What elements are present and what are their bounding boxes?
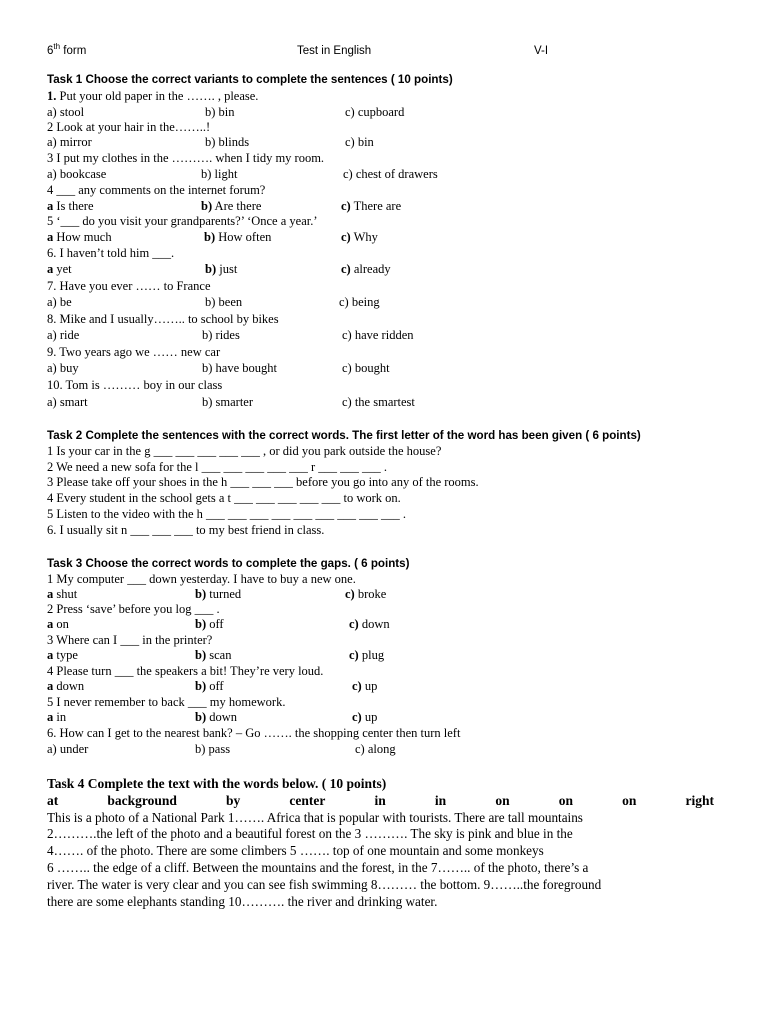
word-bank-item: background (107, 793, 177, 808)
option-text: Why (350, 230, 378, 244)
option-text: c) along (355, 742, 396, 756)
task3-options (47, 742, 647, 757)
task1-options (47, 395, 647, 410)
task1-options (47, 230, 647, 245)
option-text: a) buy (47, 361, 79, 375)
option-text: a) stool (47, 105, 85, 119)
question-text: 10. Tom is ……… boy in our class (47, 378, 223, 392)
option-letter: a (47, 679, 54, 693)
option-letter: c) (341, 230, 351, 244)
option-letter: b) (205, 262, 217, 276)
option-letter: b) (204, 230, 216, 244)
option-a (47, 295, 72, 310)
option-b (205, 262, 237, 277)
option-c (345, 135, 374, 150)
task3-question: 3 Where can I ___ in the printer? (47, 633, 213, 647)
option-c (345, 105, 404, 120)
option-letter: c) (352, 679, 362, 693)
option-text: shut (53, 587, 78, 601)
task4-text-line: This is a photo of a National Park 1……. Africa that is popular with tourists. There are tall mountains (47, 810, 583, 825)
option-a (47, 617, 69, 632)
option-letter: a (47, 648, 54, 662)
option-text: b) been (205, 295, 243, 309)
task4-text-line: there are some elephants standing 10………. the river and drinking water. (47, 894, 438, 909)
option-c (345, 587, 386, 602)
option-c (341, 199, 401, 214)
question-text: Put your old paper in the ……. , please. (56, 89, 259, 103)
task1-options (47, 135, 647, 150)
task3-options (47, 617, 647, 632)
task3-options (47, 648, 647, 663)
option-text: c) cupboard (345, 105, 405, 119)
option-letter: a (47, 710, 54, 724)
option-text: a) ride (47, 328, 80, 342)
word-bank-item: right (685, 793, 714, 808)
task1-question (47, 345, 220, 360)
task2-sentence: 5 Listen to the video with the h ___ ___ ___ ___ ___ ___ ___ ___ ___ . (47, 507, 407, 521)
option-b (195, 710, 237, 725)
task3-question: 1 My computer ___ down yesterday. I have to buy a new one. (47, 572, 356, 586)
word-bank-item: on (622, 793, 637, 808)
option-letter: b) (195, 587, 207, 601)
option-text: off (206, 617, 224, 631)
option-letter: b) (195, 648, 207, 662)
option-text: a) under (47, 742, 89, 756)
option-text: Is there (53, 199, 94, 213)
question-text: 7. Have you ever …… to France (47, 279, 211, 293)
option-a (47, 648, 78, 663)
option-text: There are (350, 199, 402, 213)
option-a (47, 710, 66, 725)
question-text: 8. Mike and I usually…….. to school by bikes (47, 312, 279, 326)
option-a (47, 679, 84, 694)
option-c (342, 395, 415, 410)
option-b (202, 328, 240, 343)
option-c (352, 679, 377, 694)
option-text: plug (358, 648, 385, 662)
question-text: 3 I put my clothes in the ………. when I tidy my room. (47, 151, 325, 165)
option-a (47, 262, 72, 277)
task1-question (47, 183, 265, 198)
option-text: How much (53, 230, 112, 244)
task4-text-line: 2……….the left of the photo and a beautiful forest on the 3 ………. The sky is pink and blue in the (47, 826, 573, 841)
task3-question: 2 Press ‘save’ before you log ___ . (47, 602, 220, 616)
task1-question (47, 214, 318, 229)
option-a (47, 167, 106, 182)
option-letter: a (47, 230, 54, 244)
question-text: 5 ‘___ do you visit your grandparents?’ ‘Once a year.’ (47, 214, 318, 228)
task1-options (47, 328, 647, 343)
option-letter: a (47, 587, 54, 601)
task2-sentence: 3 Please take off your shoes in the h ___ ___ ___ before you go into any of the rooms. (47, 475, 479, 489)
option-text: a) smart (47, 395, 88, 409)
option-text: type (53, 648, 78, 662)
option-letter: c) (341, 199, 351, 213)
option-text: c) have ridden (342, 328, 414, 342)
question-text: 9. Two years ago we …… new car (47, 345, 221, 359)
task1-question (47, 312, 279, 327)
option-text: b) pass (195, 742, 231, 756)
task1-question (47, 120, 210, 135)
option-text: b) rides (202, 328, 240, 342)
option-text: turned (206, 587, 242, 601)
task3-options (47, 587, 647, 602)
option-text: in (53, 710, 67, 724)
option-a (47, 230, 112, 245)
option-c (349, 617, 390, 632)
option-b (205, 105, 235, 120)
task3-question: 4 Please turn ___ the speakers a bit! They’re very loud. (47, 664, 324, 678)
option-b (205, 135, 249, 150)
task4-text-line: 4……. of the photo. There are some climbers 5 ……. top of one mountain and some monkeys (47, 843, 544, 858)
option-text: up (361, 679, 378, 693)
task4-text-line: 6 …….. the edge of a cliff. Between the mountains and the forest, in the 7…….. of the photo, there’s a (47, 860, 589, 875)
option-b (201, 199, 261, 214)
task1-options (47, 167, 647, 182)
option-text: How often (215, 230, 272, 244)
option-text: b) light (201, 167, 238, 181)
option-a (47, 328, 79, 343)
option-text: up (361, 710, 378, 724)
option-b (195, 617, 224, 632)
word-bank-item: in (374, 793, 386, 808)
option-text: c) chest of drawers (343, 167, 438, 181)
word-bank-item: on (558, 793, 573, 808)
option-text: just (216, 262, 238, 276)
option-c (341, 262, 391, 277)
option-letter: c) (349, 617, 359, 631)
task3-question: 5 I never remember to back ___ my homework. (47, 695, 286, 709)
option-letter: c) (349, 648, 359, 662)
option-text: c) bought (342, 361, 390, 375)
task1-question (47, 279, 211, 294)
task1-title: Task 1 Choose the correct variants to complete the sentences ( 10 points) (47, 73, 453, 86)
question-number: 1. (47, 89, 57, 103)
question-text: 4 ___ any comments on the internet forum? (47, 183, 266, 197)
option-text: c) being (339, 295, 380, 309)
word-bank-item: at (47, 793, 59, 808)
option-c (342, 328, 414, 343)
variant-label: V-I (534, 45, 549, 57)
word-bank-item: center (289, 793, 326, 808)
option-a (47, 135, 92, 150)
option-letter: b) (195, 617, 207, 631)
task1-options (47, 199, 647, 214)
task2-sentence: 1 Is your car in the g ___ ___ ___ ___ ___ , or did you park outside the house? (47, 444, 442, 458)
question-text: 2 Look at your hair in the……..! (47, 120, 211, 134)
task3-options (47, 710, 647, 725)
option-b (195, 587, 241, 602)
form-label: 6th form (47, 42, 87, 57)
task2-title: Task 2 Complete the sentences with the correct words. The first letter of the word has been given ( 6 points) (47, 429, 641, 442)
option-a (47, 742, 88, 757)
option-text: b) smarter (202, 395, 254, 409)
option-b (195, 648, 231, 663)
option-text: down (206, 710, 238, 724)
task3-question: 6. How can I get to the nearest bank? – Go ……. the shopping center then turn left (47, 726, 461, 740)
option-a (47, 587, 77, 602)
option-text: b) have bought (202, 361, 277, 375)
page-title: Test in English (297, 45, 372, 57)
option-text: a) bookcase (47, 167, 107, 181)
word-bank (47, 793, 714, 809)
option-b (202, 361, 277, 376)
option-letter: b) (195, 710, 207, 724)
option-letter: c) (352, 710, 362, 724)
option-letter: a (47, 199, 54, 213)
option-text: b) bin (205, 105, 235, 119)
option-text: scan (206, 648, 232, 662)
option-text: a) mirror (47, 135, 92, 149)
option-text: broke (354, 587, 387, 601)
task3-options (47, 679, 647, 694)
option-c (355, 742, 396, 757)
task4-text-line: river. The water is very clear and you can see fish swimming 8……… the bottom. 9……..the foreground (47, 877, 602, 892)
task2-sentence: 2 We need a new sofa for the l ___ ___ ___ ___ ___ r ___ ___ ___ . (47, 460, 388, 474)
task1-question (47, 378, 222, 393)
option-text: off (206, 679, 224, 693)
option-c (343, 167, 438, 182)
task4-title: Task 4 Complete the text with the words below. ( 10 points) (47, 776, 387, 791)
question-text: 6. I haven’t told him ___. (47, 246, 175, 260)
option-text: b) blinds (205, 135, 250, 149)
option-letter: a (47, 262, 54, 276)
option-c (341, 230, 378, 245)
option-letter: c) (345, 587, 355, 601)
option-b (202, 395, 253, 410)
option-a (47, 395, 88, 410)
option-text: c) bin (345, 135, 374, 149)
option-a (47, 105, 84, 120)
option-text: already (350, 262, 391, 276)
option-letter: b) (201, 199, 213, 213)
option-text: yet (53, 262, 72, 276)
task1-options (47, 361, 647, 376)
option-b (204, 230, 271, 245)
option-c (342, 361, 390, 376)
option-c (349, 648, 384, 663)
option-text: c) the smartest (342, 395, 415, 409)
option-b (195, 742, 230, 757)
option-letter: c) (341, 262, 351, 276)
option-letter: a (47, 617, 54, 631)
task2-sentence: 6. I usually sit n ___ ___ ___ to my best friend in class. (47, 523, 325, 537)
task1-question (47, 151, 324, 166)
task1-question (47, 246, 174, 261)
option-text: a) be (47, 295, 72, 309)
task3-title: Task 3 Choose the correct words to complete the gaps. ( 6 points) (47, 557, 410, 570)
option-a (47, 199, 94, 214)
option-c (352, 710, 377, 725)
option-text: on (53, 617, 69, 631)
task2-sentence: 4 Every student in the school gets a t ___ ___ ___ ___ ___ to work on. (47, 491, 401, 505)
task1-options (47, 295, 647, 310)
task1-options (47, 262, 647, 277)
option-b (205, 295, 242, 310)
word-bank-item: on (495, 793, 510, 808)
option-text: down (53, 679, 85, 693)
option-text: down (358, 617, 390, 631)
word-bank-item: by (226, 793, 241, 808)
task1-options (47, 105, 647, 120)
word-bank-item: in (434, 793, 447, 808)
task1-question (47, 89, 258, 104)
option-c (339, 295, 380, 310)
option-b (201, 167, 237, 182)
option-letter: b) (195, 679, 207, 693)
option-text: Are there (212, 199, 262, 213)
option-b (195, 679, 224, 694)
option-a (47, 361, 79, 376)
